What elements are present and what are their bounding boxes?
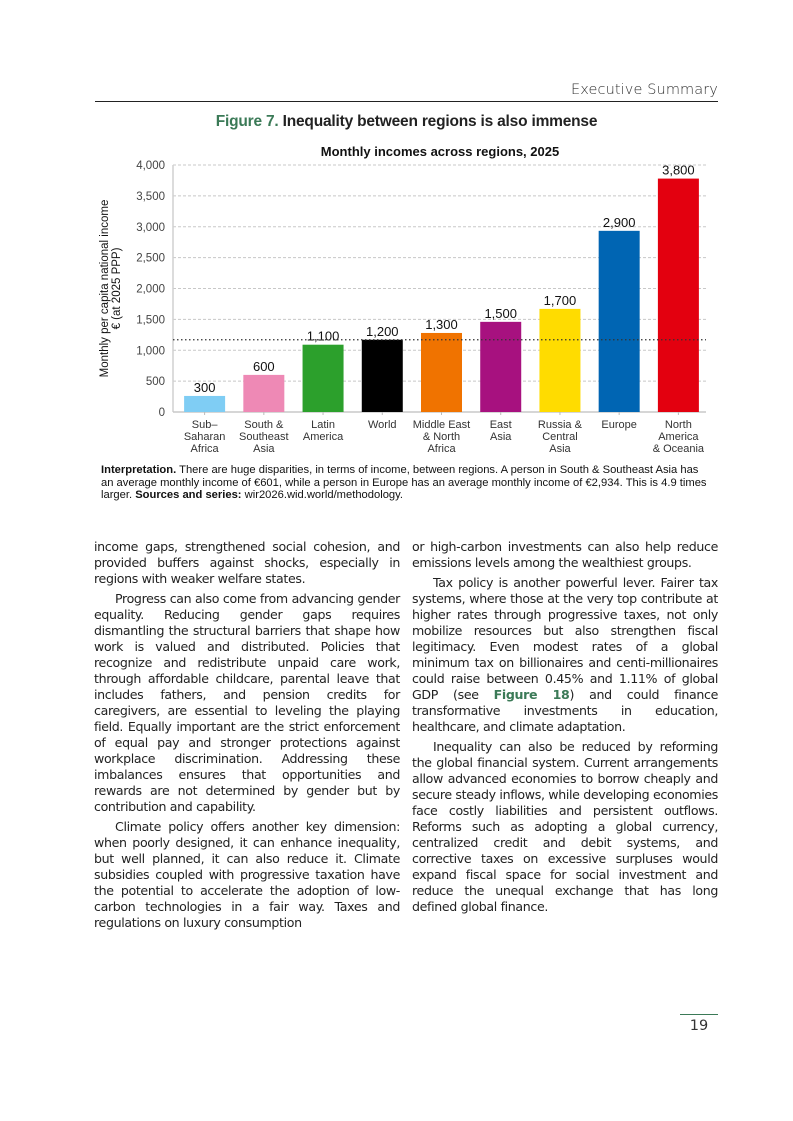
data-label: 1,700 (543, 292, 577, 308)
x-tick-label: North (664, 419, 692, 431)
figure-18-link[interactable]: Figure 18 (493, 687, 570, 702)
bar (480, 322, 521, 412)
paragraph: income gaps, strengthened social cohesion, and provided buffers against shocks, especially in regions with weaker welfare states. (94, 539, 400, 586)
y-tick-label: 4,000 (136, 160, 165, 172)
x-tick-label: Africa (190, 443, 219, 455)
x-tick-label: World (368, 419, 397, 431)
paragraph: Climate policy offers another key dimension: when poorly designed, it can enhance inequality, but well planned, it can also reduce it. Climate subsidies coupled with progressive taxation have the potential to accelerate the adoption of low-carbon technologies in a fair way. Taxes and regulations on luxury consumption (94, 819, 400, 930)
header-rule (95, 101, 718, 102)
running-header: Executive Summary (571, 82, 718, 98)
x-tick-label: & North (422, 431, 461, 443)
y-axis-label: Monthly per capita national income€ (at 2025 PPP) (99, 199, 123, 378)
figure-title (95, 113, 718, 131)
x-tick-label: America (658, 431, 699, 443)
chart-title: Monthly incomes across regions, 2025 (320, 144, 560, 159)
paragraph: or high-carbon investments can also help reduce emissions levels among the wealthiest groups. (412, 539, 718, 570)
paragraph (412, 575, 718, 735)
paragraph: Inequality can also be reduced by reforming the global financial system. Current arrangements allow advanced economies to borrow cheaply and secure steady inflows, while developing economies face costly liabilities and persistent outflows. Reforms such as adopting a global currency, centralized credit and debit systems, and corrective taxes on excessive surpluses would expand fiscal space for social investment and reduce the unequal exchange that has long defined global finance. (412, 739, 718, 914)
y-tick-label: 2,500 (136, 252, 165, 265)
data-label: 1,200 (366, 323, 399, 339)
bar (243, 375, 284, 412)
x-tick-label: America (302, 431, 344, 443)
x-tick-label: Middle East (412, 419, 471, 431)
figure-number: Figure 7. (215, 113, 279, 130)
data-label: 1,300 (425, 316, 458, 332)
figure-interpretation (101, 464, 713, 502)
body-column-right (412, 539, 718, 919)
bar (303, 345, 344, 412)
data-label: 600 (252, 358, 275, 374)
footer-rule (680, 1014, 718, 1015)
x-tick-label: Central (542, 431, 578, 443)
x-tick-label: East (489, 419, 512, 431)
bar-chart (95, 150, 718, 460)
paragraph-text: Tax policy is another powerful lever. Fairer tax systems, where those at the very top contribute at higher rates through progressive taxes, not only mobilize resources but also strengthen fiscal legitimacy. Even modest rates of a global minimum tax on billionaires and centi-millionaires could raise between 0.45% and 1.11% of global GDP (see (412, 575, 718, 702)
page-number: 19 (689, 1018, 709, 1034)
x-tick-label: South & (244, 419, 284, 431)
interpretation-text: There are huge disparities, in terms of income, between regions. A person in South & Southeast Asia has an average monthly income of €601, while a person in Europe has an average monthly income of €2,934. This is 4.9 times larger. (101, 464, 707, 502)
bar (184, 396, 225, 412)
body-column-left (94, 539, 400, 935)
data-label: 1,100 (306, 328, 340, 344)
bar (599, 231, 640, 412)
y-tick-label: 2,000 (136, 283, 165, 296)
y-tick-label: 1,500 (136, 314, 165, 327)
x-tick-label: Saharan (183, 431, 226, 443)
y-tick-label: 0 (158, 407, 165, 419)
x-tick-label: Southeast (239, 431, 289, 443)
data-label: 3,800 (662, 162, 695, 178)
x-tick-label: Europe (601, 419, 637, 431)
x-tick-label: & Oceania (652, 443, 705, 455)
y-tick-label: 3,000 (136, 221, 165, 234)
sources-text: wir2026.wid.world/methodology. (244, 489, 404, 502)
x-tick-label: Africa (427, 443, 456, 455)
bar (658, 179, 699, 412)
x-tick-label: Asia (549, 443, 571, 455)
paragraph: Progress can also come from advancing gender equality. Reducing gender gaps requires dismantling the structural barriers that shape how work is valued and distributed. Policies that recognize and redistribute unpaid care work, through affordable childcare, parental leave that includes fathers, and pension credits for caregivers, are essential to leveling the playing field. Equally important are the strict enforcement of equal pay and stronger protections against workplace discrimination. Addressing these imbalances ensures that opportunities and rewards are not determined by gender but by contribution and capability. (94, 591, 400, 814)
bar (539, 309, 580, 412)
data-label: 1,500 (484, 305, 517, 321)
y-tick-label: 1,000 (136, 345, 165, 358)
y-tick-label: 3,500 (136, 190, 165, 203)
x-tick-label: Asia (490, 431, 512, 443)
paragraph-text: ) and could finance transformative investments in education, healthcare, and climate adaptation. (412, 687, 718, 734)
x-tick-label: Sub– (191, 419, 218, 431)
interpretation-label: Interpretation. (101, 464, 177, 476)
x-tick-label: Russia & (537, 419, 582, 431)
x-tick-label: Asia (253, 443, 275, 455)
bar (362, 340, 403, 412)
figure-title-text: Inequality between regions is also immense (282, 113, 598, 130)
y-tick-label: 500 (145, 376, 165, 389)
bar (421, 333, 462, 412)
data-label: 2,900 (602, 214, 636, 230)
sources-label: Sources and series: (135, 489, 242, 502)
x-tick-label: Latin (311, 419, 335, 431)
chart-canvas (95, 150, 718, 460)
data-label: 300 (193, 379, 216, 395)
